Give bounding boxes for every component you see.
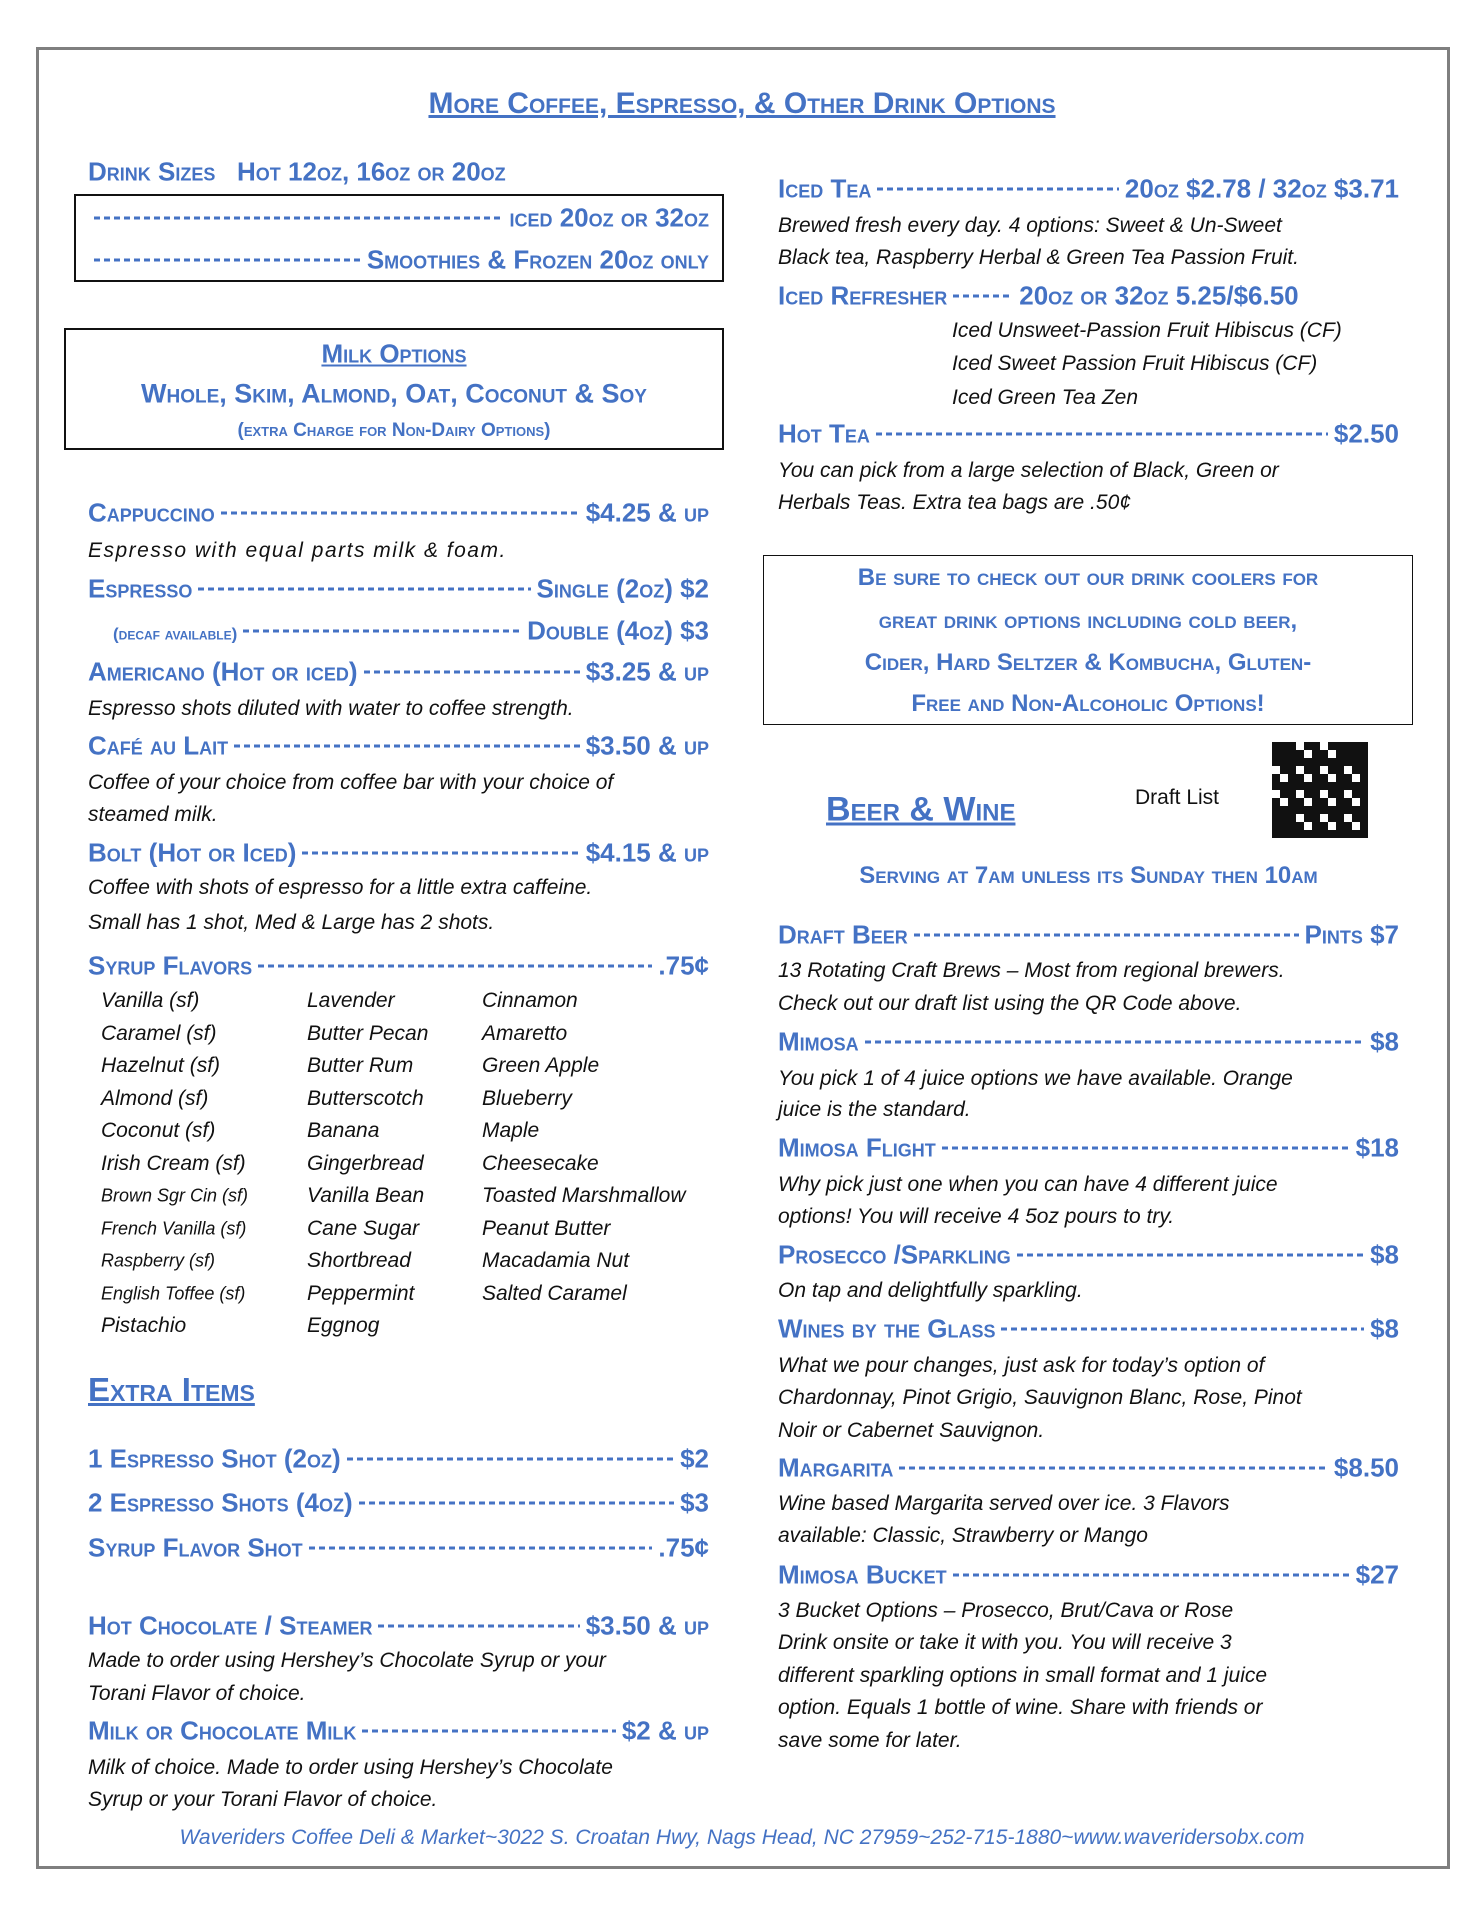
qr-code-icon[interactable] [1272,742,1368,838]
sizes-smoothies [88,245,709,276]
item-desc: steamed milk. [88,803,218,826]
syrup-flavor: Caramel (sf) [101,1021,217,1045]
item-price: Pints $7 [1304,919,1399,950]
syrup-flavor: Peanut Butter [482,1216,611,1240]
item-desc: option. Equals 1 bottle of wine. Share with friends or [778,1696,1263,1719]
item-desc: Small has 1 shot, Med & Large has 2 shots. [88,911,495,934]
syrup-flavor: Butter Pecan [307,1021,429,1045]
item-desc: Drink onsite or take it with you. You will receive 3 [778,1631,1232,1654]
milk-note: (extra Charge for Non-Dairy Options) [237,420,551,441]
item-price: $18 [1355,1132,1399,1163]
item-name: Mimosa Flight [778,1132,936,1163]
milk-options: Whole, Skim, Almond, Oat, Coconut & Soy [141,378,647,409]
syrup-flavor: Cheesecake [482,1151,599,1175]
extra-item: 2 Espresso Shots (4oz) $3 [88,1487,709,1518]
footer: Waveriders Coffee Deli & Market~3022 S. Croatan Hwy, Nags Head, NC 27959~252-715-1880~www.waveridersobx.com [179,1826,1305,1849]
serving-hours: Serving at 7am unless its Sunday then 10am [859,862,1318,889]
menu-item [778,920,1399,951]
item-desc: Noir or Cabernet Sauvignon. [778,1419,1045,1442]
item-desc: What we pour changes, just ask for today’s option of [778,1354,1265,1377]
syrup-flavor: English Toffee (sf) [101,1283,246,1303]
syrup-flavor: Macadamia Nut [482,1249,630,1272]
item-desc: options! You will receive 4 5oz pours to try. [778,1205,1175,1228]
menu-item-espresso-double: (decaf available) Double (4oz) $3 [113,615,709,646]
syrup-flavor: Banana [307,1119,380,1142]
item-desc: Chardonnay, Pinot Grigio, Sauvignon Blanc, Rose, Pinot [778,1386,1302,1409]
syrup-flavor: Salted Caramel [482,1281,627,1305]
item-price: $8 [1370,1313,1399,1344]
item-name: Mimosa [778,1026,859,1057]
sizes-iced [88,203,709,234]
item-name: Margarita [778,1452,894,1483]
syrup-flavor: Green Apple [482,1054,600,1077]
extra-item: Syrup Flavor Shot .75¢ [88,1532,709,1563]
syrup-flavor: French Vanilla (sf) [101,1218,247,1238]
item-desc: Coffee with shots of espresso for a little extra caffeine. [88,876,593,899]
item-desc: 3 Bucket Options – Prosecco, Brut/Cava or Rose [778,1599,1234,1622]
syrup-flavor: Brown Sgr Cin (sf) [101,1185,249,1206]
syrup-flavor: Blueberry [482,1086,572,1110]
extra-items-title: Extra Items [88,1371,255,1408]
coolers-text: Cider, Hard Seltzer & Kombucha, Gluten- [864,649,1312,676]
milk-title: Milk Options [321,338,467,369]
syrup-flavor: Cinnamon [482,989,578,1012]
menu-item-hot-chocolate: Hot Chocolate / Steamer $3.50 & up [88,1610,709,1641]
item-desc: Herbals Teas. Extra tea bags are .50¢ [778,491,1131,514]
menu-item [778,1560,1399,1591]
syrup-flavor: Irish Cream (sf) [101,1151,246,1175]
coolers-text: Free and Non-Alcoholic Options! [911,690,1265,717]
item-desc: Wine based Margarita served over ice. 3 Flavors [778,1492,1230,1515]
syrup-flavor: Butter Rum [307,1054,414,1077]
coolers-text: great drink options including cold beer, [878,607,1298,634]
item-desc: Brewed fresh every day. 4 options: Sweet & Un-Sweet [778,214,1282,237]
menu-item-cafe-au-lait: Café au Lait $3.50 & up [88,730,709,761]
menu-item-hot-tea: Hot Tea $2.50 [778,418,1399,449]
drink-sizes [88,157,506,188]
syrup-flavor: Amaretto [482,1021,568,1045]
item-desc: Milk of choice. Made to order using Hershey’s Chocolate [88,1756,613,1779]
beer-wine-title: Beer & Wine [826,790,1016,829]
drink-sizes-hot: Hot 12oz, 16oz or 20oz [237,156,506,187]
item-price: $8.50 [1333,1452,1399,1483]
refresher-option: Iced Unsweet-Passion Fruit Hibiscus (CF) [952,319,1342,342]
syrup-flavor: Cane Sugar [307,1216,420,1240]
item-name: Mimosa Bucket [778,1559,947,1590]
item-desc: juice is the standard. [778,1098,971,1121]
syrup-flavor: Lavender [307,989,395,1012]
syrup-flavor: Gingerbread [307,1151,424,1175]
item-desc: different sparkling options in small format and 1 juice [778,1664,1268,1687]
smoothie-sizes: Smoothies & Frozen 20oz only [366,244,709,275]
syrup-flavor: Butterscotch [307,1086,424,1110]
item-desc: Espresso with equal parts milk & foam. [88,539,507,562]
refresher-option: Iced Sweet Passion Fruit Hibiscus (CF) [952,352,1318,375]
menu-item [778,1314,1399,1345]
draft-list-label: Draft List [1135,786,1220,809]
coolers-text: Be sure to check out our drink coolers for [857,564,1319,591]
item-desc: Syrup or your Torani Flavor of choice. [88,1788,438,1811]
item-desc: save some for later. [778,1729,962,1752]
item-desc: Espresso shots diluted with water to coffee strength. [88,697,574,720]
syrup-flavor: Vanilla (sf) [101,989,200,1012]
item-desc: available: Classic, Strawberry or Mango [778,1524,1148,1547]
syrup-flavor: Maple [482,1119,540,1142]
item-desc: You pick 1 of 4 juice options we have available. Orange [778,1067,1293,1090]
item-name: Wines by the Glass [778,1313,996,1344]
syrup-flavor: Eggnog [307,1314,380,1337]
menu-item-cappuccino: Cappuccino $4.25 & up [88,497,709,528]
menu-item-iced-refresher: Iced Refresher 20oz or 32oz 5.25/$6.50 [778,280,1299,311]
menu-item [778,1240,1399,1271]
item-desc: Black tea, Raspberry Herbal & Green Tea Passion Fruit. [778,246,1299,269]
item-desc: Coffee of your choice from coffee bar with your choice of [88,771,614,794]
item-desc: Made to order using Hershey’s Chocolate Syrup or your [88,1649,606,1672]
syrup-flavor: Vanilla Bean [307,1184,425,1207]
menu-item-espresso: Espresso Single (2oz) $2 [88,573,709,604]
iced-sizes: iced 20oz or 32oz [509,202,709,233]
item-desc: 13 Rotating Craft Brews – Most from regional brewers. [778,959,1285,982]
syrup-flavor: Shortbread [307,1249,411,1272]
syrup-flavor: Peppermint [307,1281,415,1305]
menu-item-iced-tea: Iced Tea 20oz $2.78 / 32oz $3.71 [778,173,1399,204]
item-price: $8 [1370,1026,1399,1057]
item-desc: Check out our draft list using the QR Code above. [778,992,1242,1015]
menu-item-americano: Americano (Hot or iced) $3.25 & up [88,656,709,687]
drink-sizes-label: Drink Sizes [88,156,216,187]
item-name: Prosecco /Sparkling [778,1239,1011,1270]
syrup-flavor: Toasted Marshmallow [482,1184,686,1207]
syrup-flavor: Hazelnut (sf) [101,1054,221,1077]
item-desc: Why pick just one when you can have 4 different juice [778,1173,1278,1196]
refresher-option: Iced Green Tea Zen [952,386,1139,409]
syrup-flavor: Almond (sf) [101,1086,209,1110]
item-desc: On tap and delightfully sparkling. [778,1279,1083,1302]
item-desc: Torani Flavor of choice. [88,1682,306,1705]
menu-item-syrup-flavors: Syrup Flavors .75¢ [88,950,709,981]
item-price: $27 [1355,1559,1399,1590]
page-title: More Coffee, Espresso, & Other Drink Options [428,87,1056,120]
syrup-flavor: Pistachio [101,1314,187,1337]
item-desc: You can pick from a large selection of Black, Green or [778,459,1279,482]
syrup-flavor: Coconut (sf) [101,1119,216,1142]
syrup-flavor: Raspberry (sf) [101,1250,216,1271]
menu-item [778,1453,1399,1484]
menu-item-bolt: Bolt (Hot or Iced) $4.15 & up [88,837,709,868]
item-price: $8 [1370,1239,1399,1270]
extra-item: 1 Espresso Shot (2oz) $2 [88,1443,709,1474]
menu-item-milk: Milk or Chocolate Milk $2 & up [88,1715,709,1746]
item-name: Draft Beer [778,919,908,950]
menu-item [778,1027,1399,1058]
menu-item [778,1133,1399,1164]
